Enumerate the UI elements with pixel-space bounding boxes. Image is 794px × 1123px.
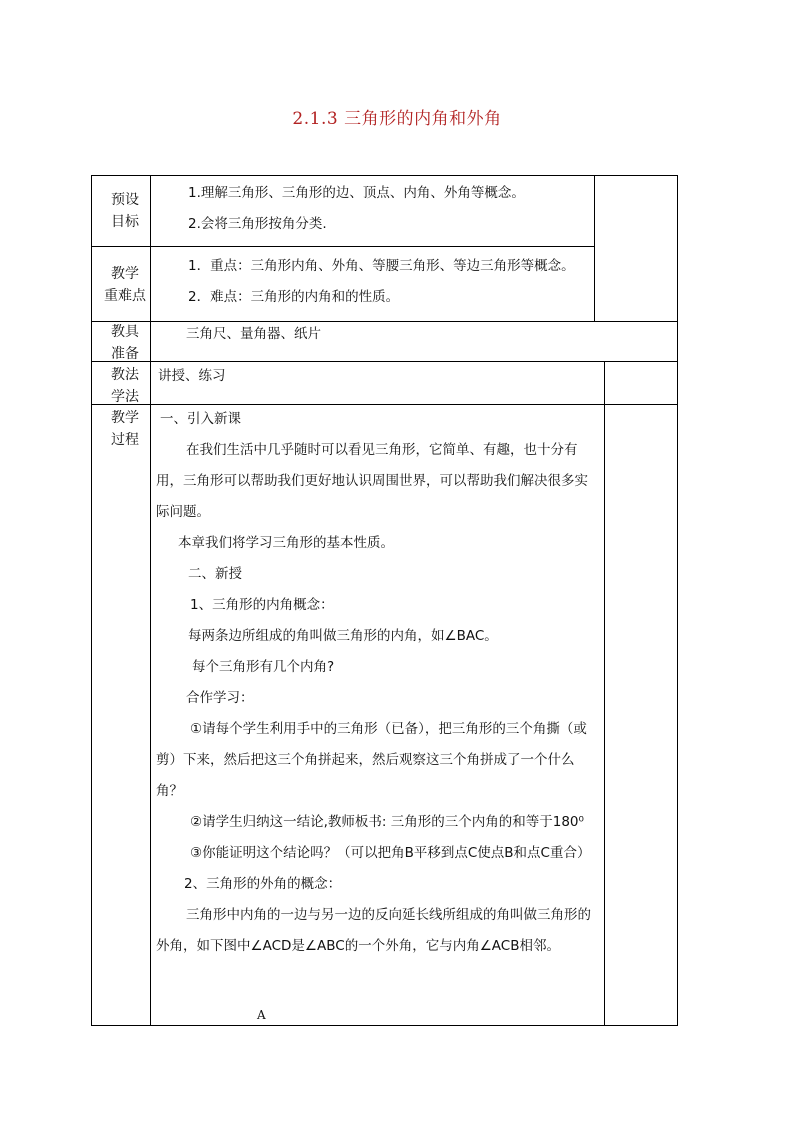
heading-intro: 一、引入新课	[160, 411, 241, 427]
heading-new-lesson: 二、新授	[188, 566, 242, 582]
row-divider	[91, 321, 678, 322]
key-points-label-line-1: 教学	[111, 266, 139, 282]
tools-label-line-2: 准备	[111, 346, 139, 362]
goal-line-2: 2.会将三角形按角分类.	[188, 216, 327, 232]
goal-line-1: 1.理解三角形、三角形的边、顶点、内角、外角等概念。	[188, 185, 525, 201]
page-title: 2.1.3 三角形的内角和外角	[292, 109, 502, 129]
key-point-line-1: 1．重点：三角形内角、外角、等腰三角形、等边三角形等概念。	[188, 258, 575, 274]
process-label-line-2: 过程	[111, 432, 139, 448]
tools-label	[96, 321, 154, 365]
activity-item-3: ③你能证明这个结论吗？（可以把角B平移到点C使点B和点C重合）	[190, 845, 591, 861]
row-divider	[91, 361, 678, 362]
process-label-line-1: 教学	[111, 410, 139, 426]
triangle-vertex-label: A	[257, 1008, 266, 1022]
row-divider	[91, 246, 594, 247]
method-text: 讲授、练习	[158, 368, 226, 384]
intro-paragraph: 在我们生活中几乎随时可以看见三角形，它简单、有趣，也十分有用，三角形可以帮助我们更好地认识周围世界，可以帮助我们解决很多实际问题。	[156, 442, 588, 520]
method-label-line-1: 教法	[111, 367, 139, 383]
key-points-label-line-2: 重难点	[104, 288, 146, 304]
activity-item-1: ①请每个学生利用手中的三角形（已备），把三角形的三个角撕（或剪）下来，然后把这三个角拼起来，然后观察这三个角拼成了一个什么角？	[156, 721, 587, 799]
subheading-inner-angle: 1、三角形的内角概念：	[190, 597, 334, 613]
column-divider	[594, 175, 595, 321]
chapter-note: 本章我们将学习三角形的基本性质。	[178, 535, 394, 551]
process-content	[156, 404, 600, 962]
method-label	[96, 364, 154, 408]
subheading-outer-angle: 2、三角形的外角的概念：	[184, 876, 342, 892]
key-points-label	[96, 263, 154, 307]
outer-angle-definition: 三角形中内角的一边与另一边的反向延长线所组成的角叫做三角形的外角，如下图中∠ACD是∠ABC的一个外角，它与内角∠ACB相邻。	[156, 907, 591, 954]
key-point-line-2: 2．难点：三角形的内角和的性质。	[188, 289, 400, 305]
method-label-line-2: 学法	[111, 389, 139, 405]
inner-angle-question: 每个三角形有几个内角?	[192, 659, 335, 675]
goals-label	[96, 189, 154, 233]
goals-label-line-1: 预设	[111, 192, 139, 208]
cooperative-learning: 合作学习：	[186, 690, 254, 706]
activity-item-2: ②请学生归纳这一结论,教师板书: 三角形的三个内角的和等于180⁰	[190, 814, 584, 830]
column-divider	[604, 361, 605, 1026]
process-label	[96, 407, 154, 451]
tools-text: 三角尺、量角器、纸片	[186, 326, 321, 342]
tools-label-line-1: 教具	[111, 324, 139, 340]
inner-angle-definition: 每两条边所组成的角叫做三角形的内角，如∠BAC。	[188, 628, 498, 644]
goals-label-line-2: 目标	[111, 214, 139, 230]
